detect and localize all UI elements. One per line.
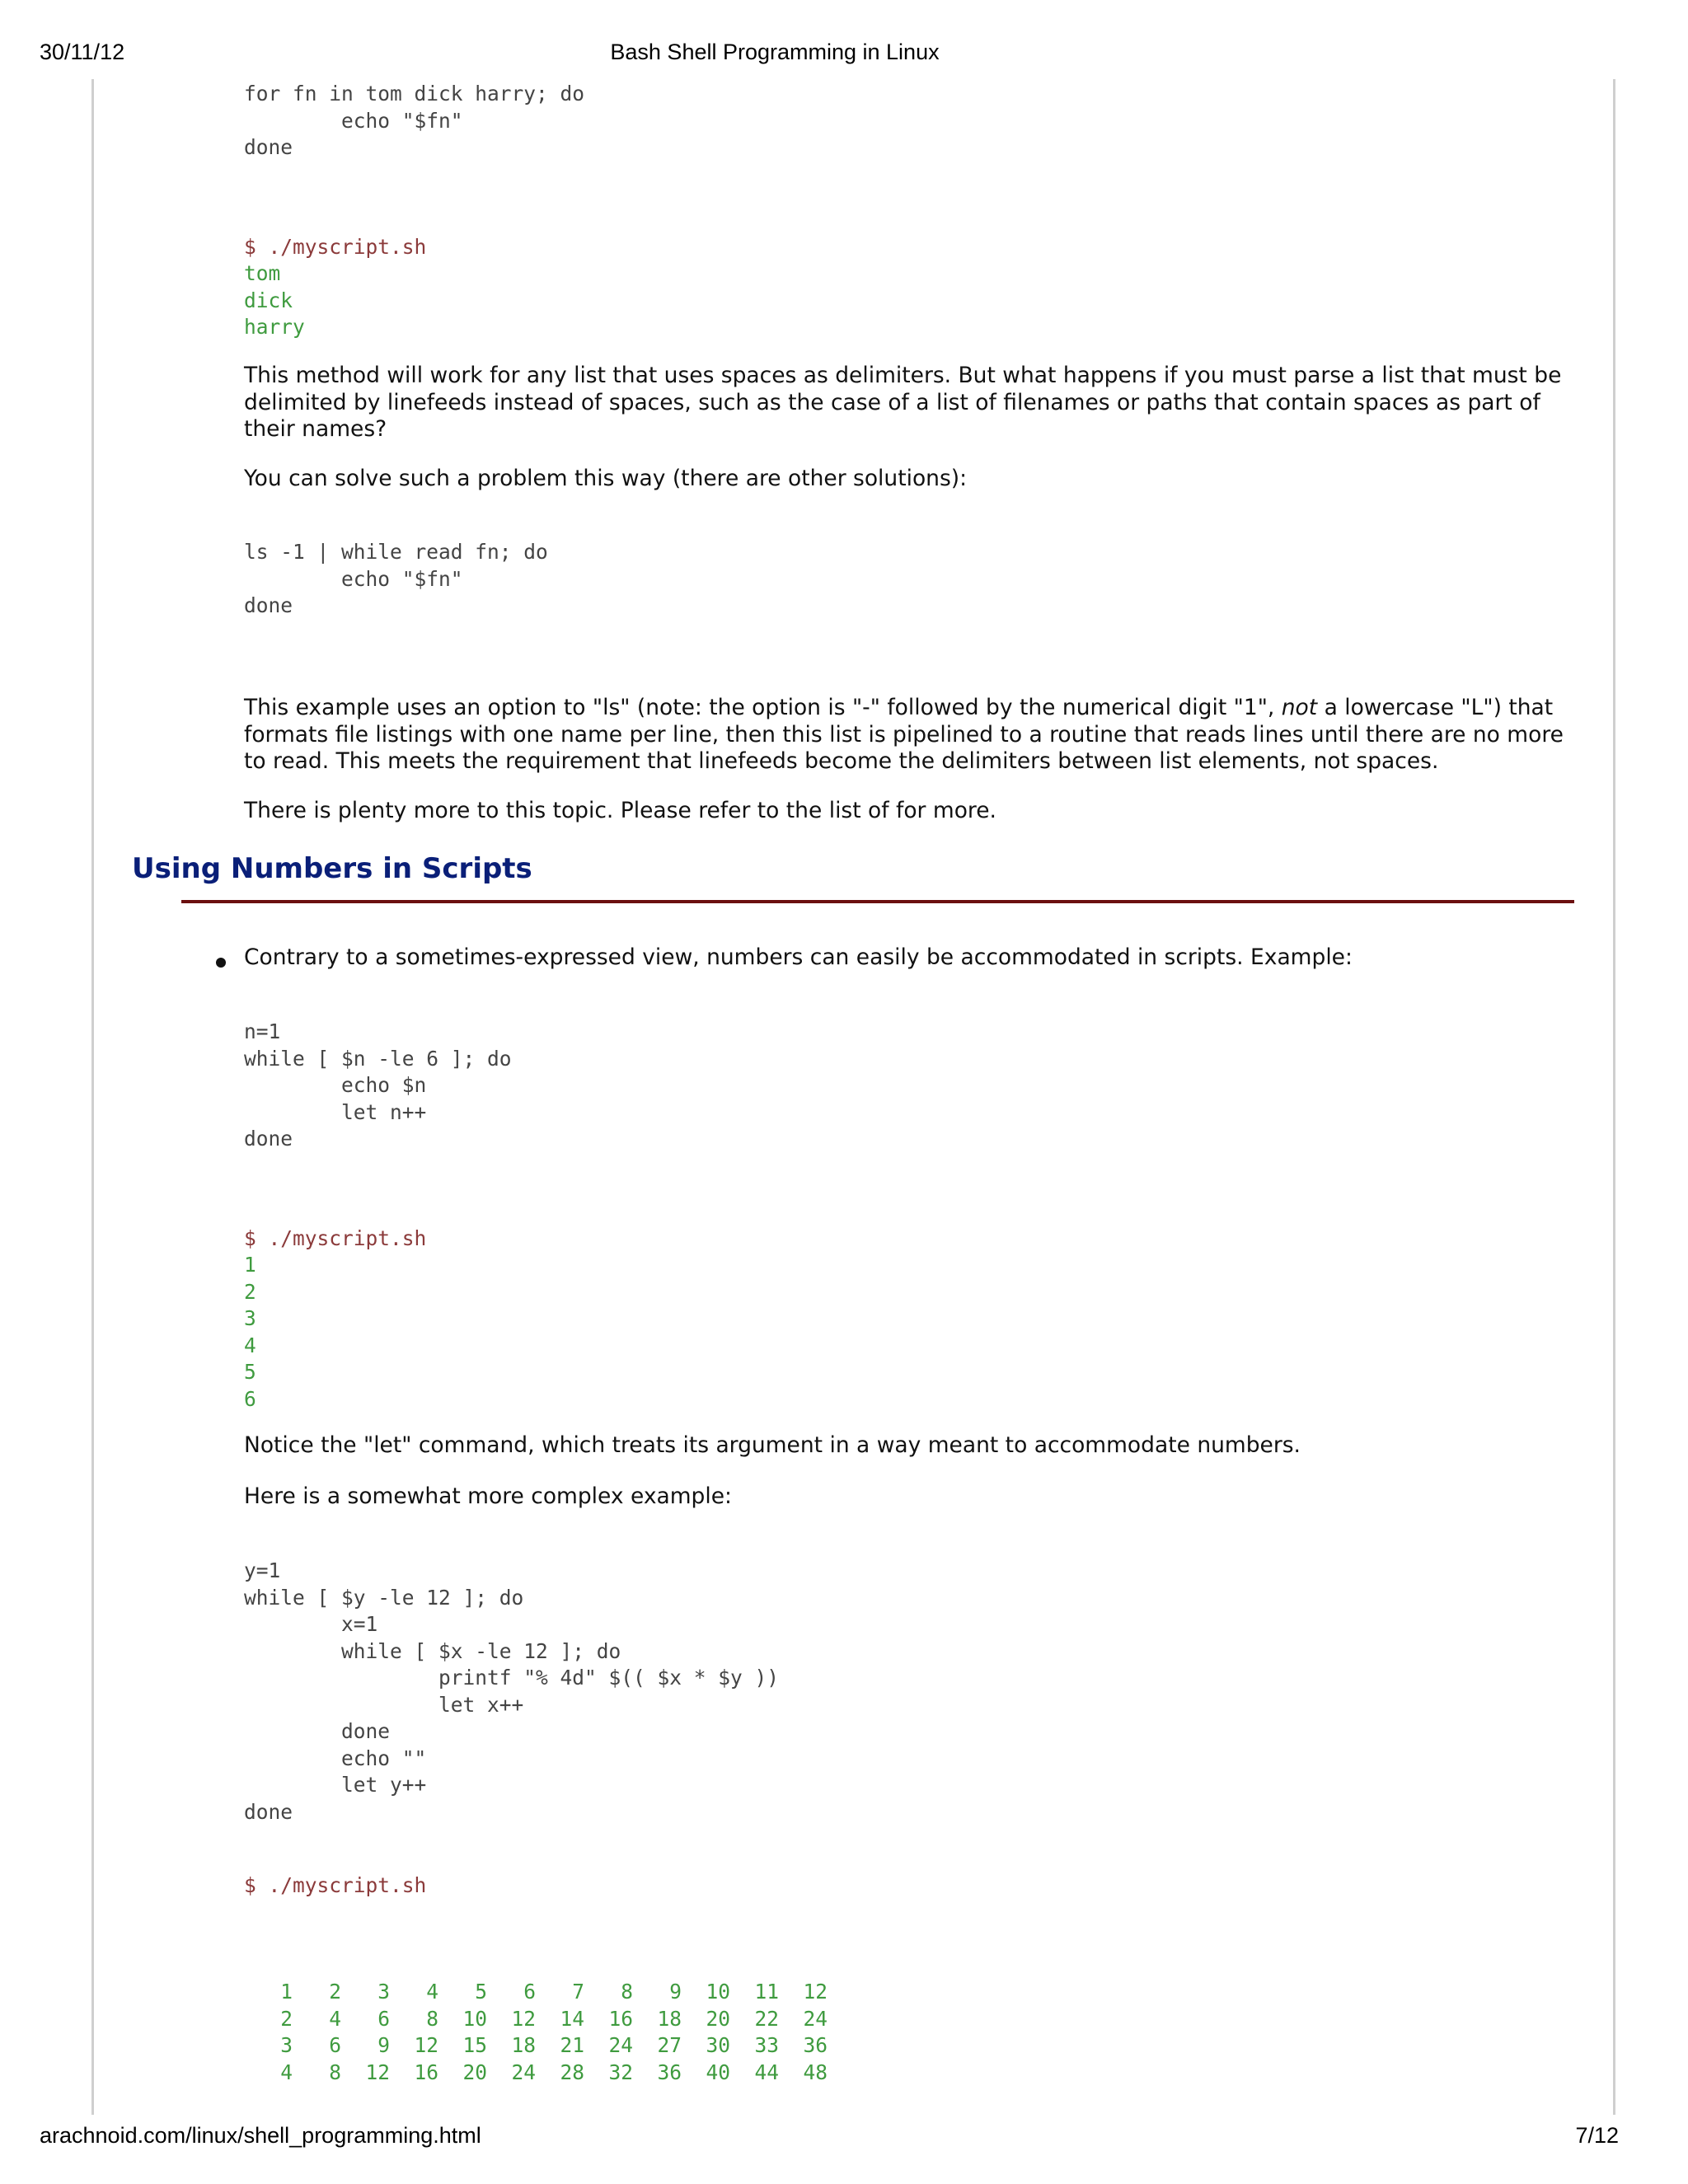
section-heading: Using Numbers in Scripts [132,852,532,885]
section-rule [181,900,1574,903]
footer-url: arachnoid.com/linux/shell_programming.html [40,2123,481,2148]
header-date: 30/11/12 [40,40,125,64]
command-output-2: 1 2 3 4 5 6 [244,1253,256,1411]
paragraph-complex-example: Here is a somewhat more complex example: [244,1483,732,1509]
emphasis-not: not [1281,695,1318,720]
footer-page-number: 7/12 [1575,2123,1619,2148]
paragraph-delimiters: This method will work for any list that uses spaces as delimiters. But what happens if you must parse a list that must be delimited by linefeeds instead of spaces, such as the case of a list of filenames or paths that contain spaces as part of their names? [244,363,1562,442]
code-block-for-loop: for fn in tom dick harry; do echo "$fn" done [244,82,585,159]
bullet-dot [216,958,226,968]
command-prompt-3: $ ./myscript.sh [244,1873,427,1897]
command-prompt-1: $ ./myscript.sh [244,235,427,259]
right-border-line [1613,79,1615,2115]
paragraph-ls-option: This example uses an option to "ls" (note: the option is "-" followed by the numerical digit "1", not a lowercase "L") that formats file listings with one name per line, then this list is pipelined to a routine that reads lines until there are no more to read. This meets the requirement that linefeeds become the delimiters between list elements, not spaces. [244,695,1564,774]
command-output-3-table: 1 2 3 4 5 6 7 8 9 10 11 12 2 4 6 8 10 12 14 16 18 20 22 24 3 6 9 12 15 18 21 24 27 30 33 36 4 8 12 16 20 24 28 32 36 40 44 48 [280,1980,828,2084]
command-output-1: tom dick harry [244,261,305,339]
paragraph-solution: You can solve such a problem this way (there are other solutions): [244,466,968,491]
code-block-number-loop: n=1 while [ $n -le 6 ]; do echo $n let n++ done [244,1019,512,1151]
code-block-while-read: ls -1 | while read fn; do echo "$fn" done [244,540,548,617]
code-block-nested-loop: y=1 while [ $y -le 12 ]; do x=1 while [ $x -le 12 ]; do printf "% 4d" $(( $x * $y )) let x++ done echo "" let y++ done [244,1558,780,1824]
paragraph-let-command: Notice the "let" command, which treats its argument in a way meant to accommodate numbers. [244,1432,1301,1458]
header-title: Bash Shell Programming in Linux [610,40,940,64]
bullet-item-numbers: Contrary to a sometimes-expressed view, numbers can easily be accommodated in scripts. Example: [244,944,1353,970]
left-border-line [91,79,94,2115]
command-prompt-2: $ ./myscript.sh [244,1226,427,1250]
paragraph-more-topic: There is plenty more to this topic. Please refer to the list of for more. [244,798,996,823]
